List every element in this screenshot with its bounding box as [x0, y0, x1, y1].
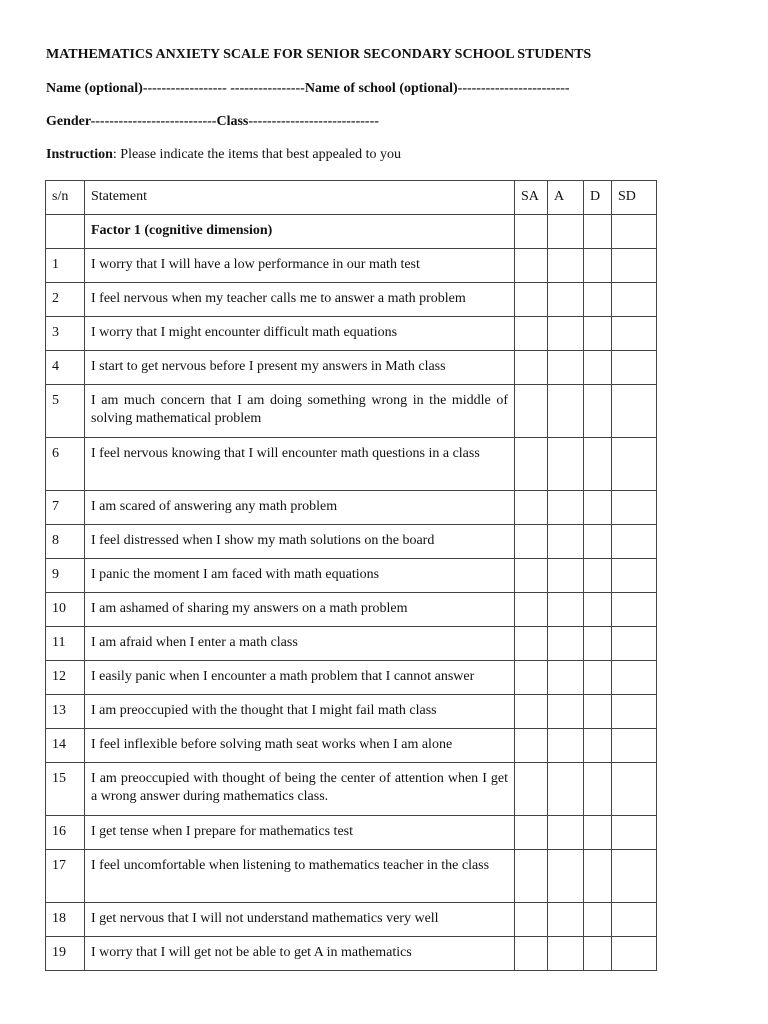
item-number: 18 — [46, 903, 85, 937]
sa-response-cell[interactable] — [515, 729, 548, 763]
d-response-cell[interactable] — [584, 438, 612, 491]
column-header-sa: SA — [515, 181, 548, 215]
d-response-cell[interactable] — [584, 661, 612, 695]
sd-response-cell[interactable] — [612, 850, 657, 903]
item-rows — [46, 249, 657, 971]
sd-response-cell[interactable] — [612, 627, 657, 661]
d-response-cell[interactable] — [584, 729, 612, 763]
a-response-cell[interactable] — [548, 937, 584, 971]
factor-label: Factor 1 (cognitive dimension) — [85, 215, 515, 249]
a-response-cell[interactable] — [548, 695, 584, 729]
d-response-cell[interactable] — [584, 385, 612, 438]
sa-response-cell[interactable] — [515, 317, 548, 351]
a-response-cell[interactable] — [548, 249, 584, 283]
sd-response-cell[interactable] — [612, 385, 657, 438]
sa-response-cell[interactable] — [515, 351, 548, 385]
a-response-cell[interactable] — [548, 661, 584, 695]
item-number: 19 — [46, 937, 85, 971]
d-response-cell[interactable] — [584, 695, 612, 729]
sa-response-cell[interactable] — [515, 559, 548, 593]
table-row — [46, 661, 657, 695]
sa-response-cell[interactable] — [515, 937, 548, 971]
item-statement: I get tense when I prepare for mathematics test — [85, 816, 515, 850]
column-header-sn: s/n — [46, 181, 85, 215]
d-response-cell[interactable] — [584, 627, 612, 661]
sa-response-cell[interactable] — [515, 763, 548, 816]
sa-cell[interactable] — [515, 215, 548, 249]
factor-row — [46, 215, 657, 249]
column-header-a: A — [548, 181, 584, 215]
item-number: 16 — [46, 816, 85, 850]
item-number: 17 — [46, 850, 85, 903]
d-response-cell[interactable] — [584, 559, 612, 593]
item-number: 10 — [46, 593, 85, 627]
item-number: 4 — [46, 351, 85, 385]
d-response-cell[interactable] — [584, 283, 612, 317]
d-response-cell[interactable] — [584, 249, 612, 283]
a-response-cell[interactable] — [548, 351, 584, 385]
document-title: MATHEMATICS ANXIETY SCALE FOR SENIOR SECONDARY SCHOOL STUDENTS — [46, 47, 592, 62]
sa-response-cell[interactable] — [515, 491, 548, 525]
item-number: 12 — [46, 661, 85, 695]
item-statement: I am much concern that I am doing something wrong in the middle of solving mathematical problem — [85, 385, 515, 438]
sd-response-cell[interactable] — [612, 937, 657, 971]
a-cell[interactable] — [548, 215, 584, 249]
sd-response-cell[interactable] — [612, 661, 657, 695]
sd-response-cell[interactable] — [612, 593, 657, 627]
item-number: 11 — [46, 627, 85, 661]
name-field-line: Name (optional)------------------ ----------------Name of school (optional)------------------------ — [46, 81, 570, 96]
item-statement: I worry that I might encounter difficult math equations — [85, 317, 515, 351]
instruction-label: Instruction — [46, 147, 113, 162]
sa-response-cell[interactable] — [515, 850, 548, 903]
sa-response-cell[interactable] — [515, 525, 548, 559]
sd-cell[interactable] — [612, 215, 657, 249]
a-response-cell[interactable] — [548, 763, 584, 816]
table-row — [46, 816, 657, 850]
d-response-cell[interactable] — [584, 850, 612, 903]
a-response-cell[interactable] — [548, 593, 584, 627]
d-response-cell[interactable] — [584, 593, 612, 627]
anxiety-scale-table — [45, 180, 657, 971]
sd-response-cell[interactable] — [612, 763, 657, 816]
a-response-cell[interactable] — [548, 491, 584, 525]
sd-response-cell[interactable] — [612, 438, 657, 491]
item-number: 5 — [46, 385, 85, 438]
item-statement: I am ashamed of sharing my answers on a math problem — [85, 593, 515, 627]
d-cell[interactable] — [584, 215, 612, 249]
table-row — [46, 351, 657, 385]
sa-response-cell[interactable] — [515, 593, 548, 627]
instruction-text: : Please indicate the items that best appealed to you — [112, 147, 401, 162]
factor-sn-cell — [46, 215, 85, 249]
sd-response-cell[interactable] — [612, 249, 657, 283]
sa-response-cell[interactable] — [515, 385, 548, 438]
sa-response-cell[interactable] — [515, 438, 548, 491]
table-row — [46, 385, 657, 438]
item-number: 14 — [46, 729, 85, 763]
column-header-d: D — [584, 181, 612, 215]
d-response-cell[interactable] — [584, 937, 612, 971]
table-row — [46, 729, 657, 763]
table-row — [46, 937, 657, 971]
a-response-cell[interactable] — [548, 729, 584, 763]
column-header-sd: SD — [612, 181, 657, 215]
table-row — [46, 317, 657, 351]
sd-response-cell[interactable] — [612, 283, 657, 317]
a-response-cell[interactable] — [548, 627, 584, 661]
a-response-cell[interactable] — [548, 438, 584, 491]
sd-response-cell[interactable] — [612, 351, 657, 385]
table-row — [46, 491, 657, 525]
sd-response-cell[interactable] — [612, 317, 657, 351]
sa-response-cell[interactable] — [515, 283, 548, 317]
item-number: 15 — [46, 763, 85, 816]
item-statement: I feel distressed when I show my math solutions on the board — [85, 525, 515, 559]
d-response-cell[interactable] — [584, 903, 612, 937]
item-statement: I panic the moment I am faced with math equations — [85, 559, 515, 593]
column-header-statement: Statement — [85, 181, 515, 215]
table-row — [46, 695, 657, 729]
a-response-cell[interactable] — [548, 850, 584, 903]
item-statement: I feel nervous when my teacher calls me to answer a math problem — [85, 283, 515, 317]
table-row — [46, 627, 657, 661]
item-number: 3 — [46, 317, 85, 351]
a-response-cell[interactable] — [548, 283, 584, 317]
item-statement: I worry that I will have a low performance in our math test — [85, 249, 515, 283]
sd-response-cell[interactable] — [612, 903, 657, 937]
item-number: 1 — [46, 249, 85, 283]
a-response-cell[interactable] — [548, 903, 584, 937]
a-response-cell[interactable] — [548, 385, 584, 438]
table-row — [46, 249, 657, 283]
item-statement: I feel nervous knowing that I will encounter math questions in a class — [85, 438, 515, 491]
a-response-cell[interactable] — [548, 559, 584, 593]
item-statement: I am scared of answering any math problem — [85, 491, 515, 525]
a-response-cell[interactable] — [548, 525, 584, 559]
sa-response-cell[interactable] — [515, 627, 548, 661]
item-statement: I start to get nervous before I present my answers in Math class — [85, 351, 515, 385]
item-statement: I am afraid when I enter a math class — [85, 627, 515, 661]
table-row — [46, 283, 657, 317]
item-number: 8 — [46, 525, 85, 559]
d-response-cell[interactable] — [584, 491, 612, 525]
item-number: 7 — [46, 491, 85, 525]
table-header-row — [46, 181, 657, 215]
sa-response-cell[interactable] — [515, 816, 548, 850]
item-number: 9 — [46, 559, 85, 593]
table-row — [46, 559, 657, 593]
item-statement: I get nervous that I will not understand mathematics very well — [85, 903, 515, 937]
sd-response-cell[interactable] — [612, 695, 657, 729]
item-number: 2 — [46, 283, 85, 317]
table-row — [46, 903, 657, 937]
sa-response-cell[interactable] — [515, 695, 548, 729]
table-row — [46, 850, 657, 903]
sd-response-cell[interactable] — [612, 525, 657, 559]
sa-response-cell[interactable] — [515, 661, 548, 695]
gender-class-line: Gender---------------------------Class---------------------------- — [46, 114, 379, 129]
table-row — [46, 438, 657, 491]
item-statement: I am preoccupied with the thought that I might fail math class — [85, 695, 515, 729]
sa-response-cell[interactable] — [515, 903, 548, 937]
sd-response-cell[interactable] — [612, 729, 657, 763]
item-statement: I feel inflexible before solving math seat works when I am alone — [85, 729, 515, 763]
item-number: 6 — [46, 438, 85, 491]
instruction-line — [46, 147, 401, 163]
d-response-cell[interactable] — [584, 525, 612, 559]
table-row — [46, 763, 657, 816]
d-response-cell[interactable] — [584, 816, 612, 850]
a-response-cell[interactable] — [548, 816, 584, 850]
item-statement: I feel uncomfortable when listening to mathematics teacher in the class — [85, 850, 515, 903]
d-response-cell[interactable] — [584, 317, 612, 351]
sd-response-cell[interactable] — [612, 491, 657, 525]
sd-response-cell[interactable] — [612, 559, 657, 593]
item-statement: I easily panic when I encounter a math problem that I cannot answer — [85, 661, 515, 695]
item-statement: I worry that I will get not be able to get A in mathematics — [85, 937, 515, 971]
table-row — [46, 593, 657, 627]
sd-response-cell[interactable] — [612, 816, 657, 850]
table-row — [46, 525, 657, 559]
item-number: 13 — [46, 695, 85, 729]
sa-response-cell[interactable] — [515, 249, 548, 283]
a-response-cell[interactable] — [548, 317, 584, 351]
d-response-cell[interactable] — [584, 763, 612, 816]
d-response-cell[interactable] — [584, 351, 612, 385]
item-statement: I am preoccupied with thought of being the center of attention when I get a wrong answer during mathematics class. — [85, 763, 515, 816]
